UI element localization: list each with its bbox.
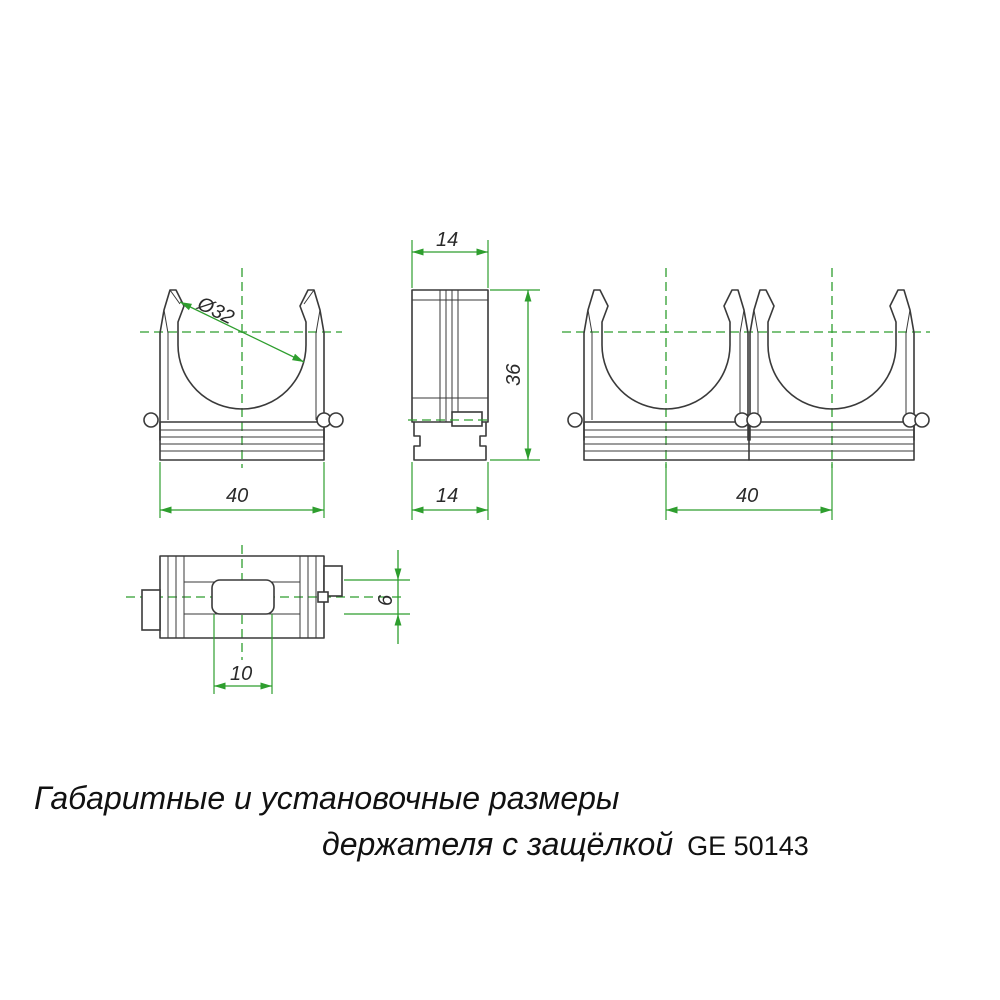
slot-width-label: 10 [230,663,253,685]
bottom-right-nub [318,592,328,602]
side-body [412,290,488,422]
side-height-label: 36 [503,363,525,386]
front-width-label: 40 [226,485,249,507]
front-view [140,268,343,518]
double-right-pin [915,413,929,427]
side-top-width-label: 14 [436,229,459,251]
side-bottom-width-label: 14 [436,485,459,507]
bottom-left-tab [142,590,160,630]
caption-line-2-text: держателя с защёлкой [322,826,674,862]
double-left-pin [568,413,582,427]
side-latch [452,412,482,426]
diameter-label: Ø32 [193,292,238,330]
bottom-view [126,545,410,694]
side-view [408,229,540,520]
slot-height-label: 6 [375,594,397,606]
double-view [562,268,930,520]
double-middle-pin-b [747,413,761,427]
bottom-slot [212,580,274,614]
caption-line-2 [322,828,809,860]
caption-line-1: Габаритные и установочные размеры [34,780,620,816]
front-left-pin [144,413,158,427]
front-right-pin [329,413,343,427]
product-code: GE 50143 [687,831,809,861]
side-base [414,422,486,460]
pitch-label: 40 [736,485,759,507]
